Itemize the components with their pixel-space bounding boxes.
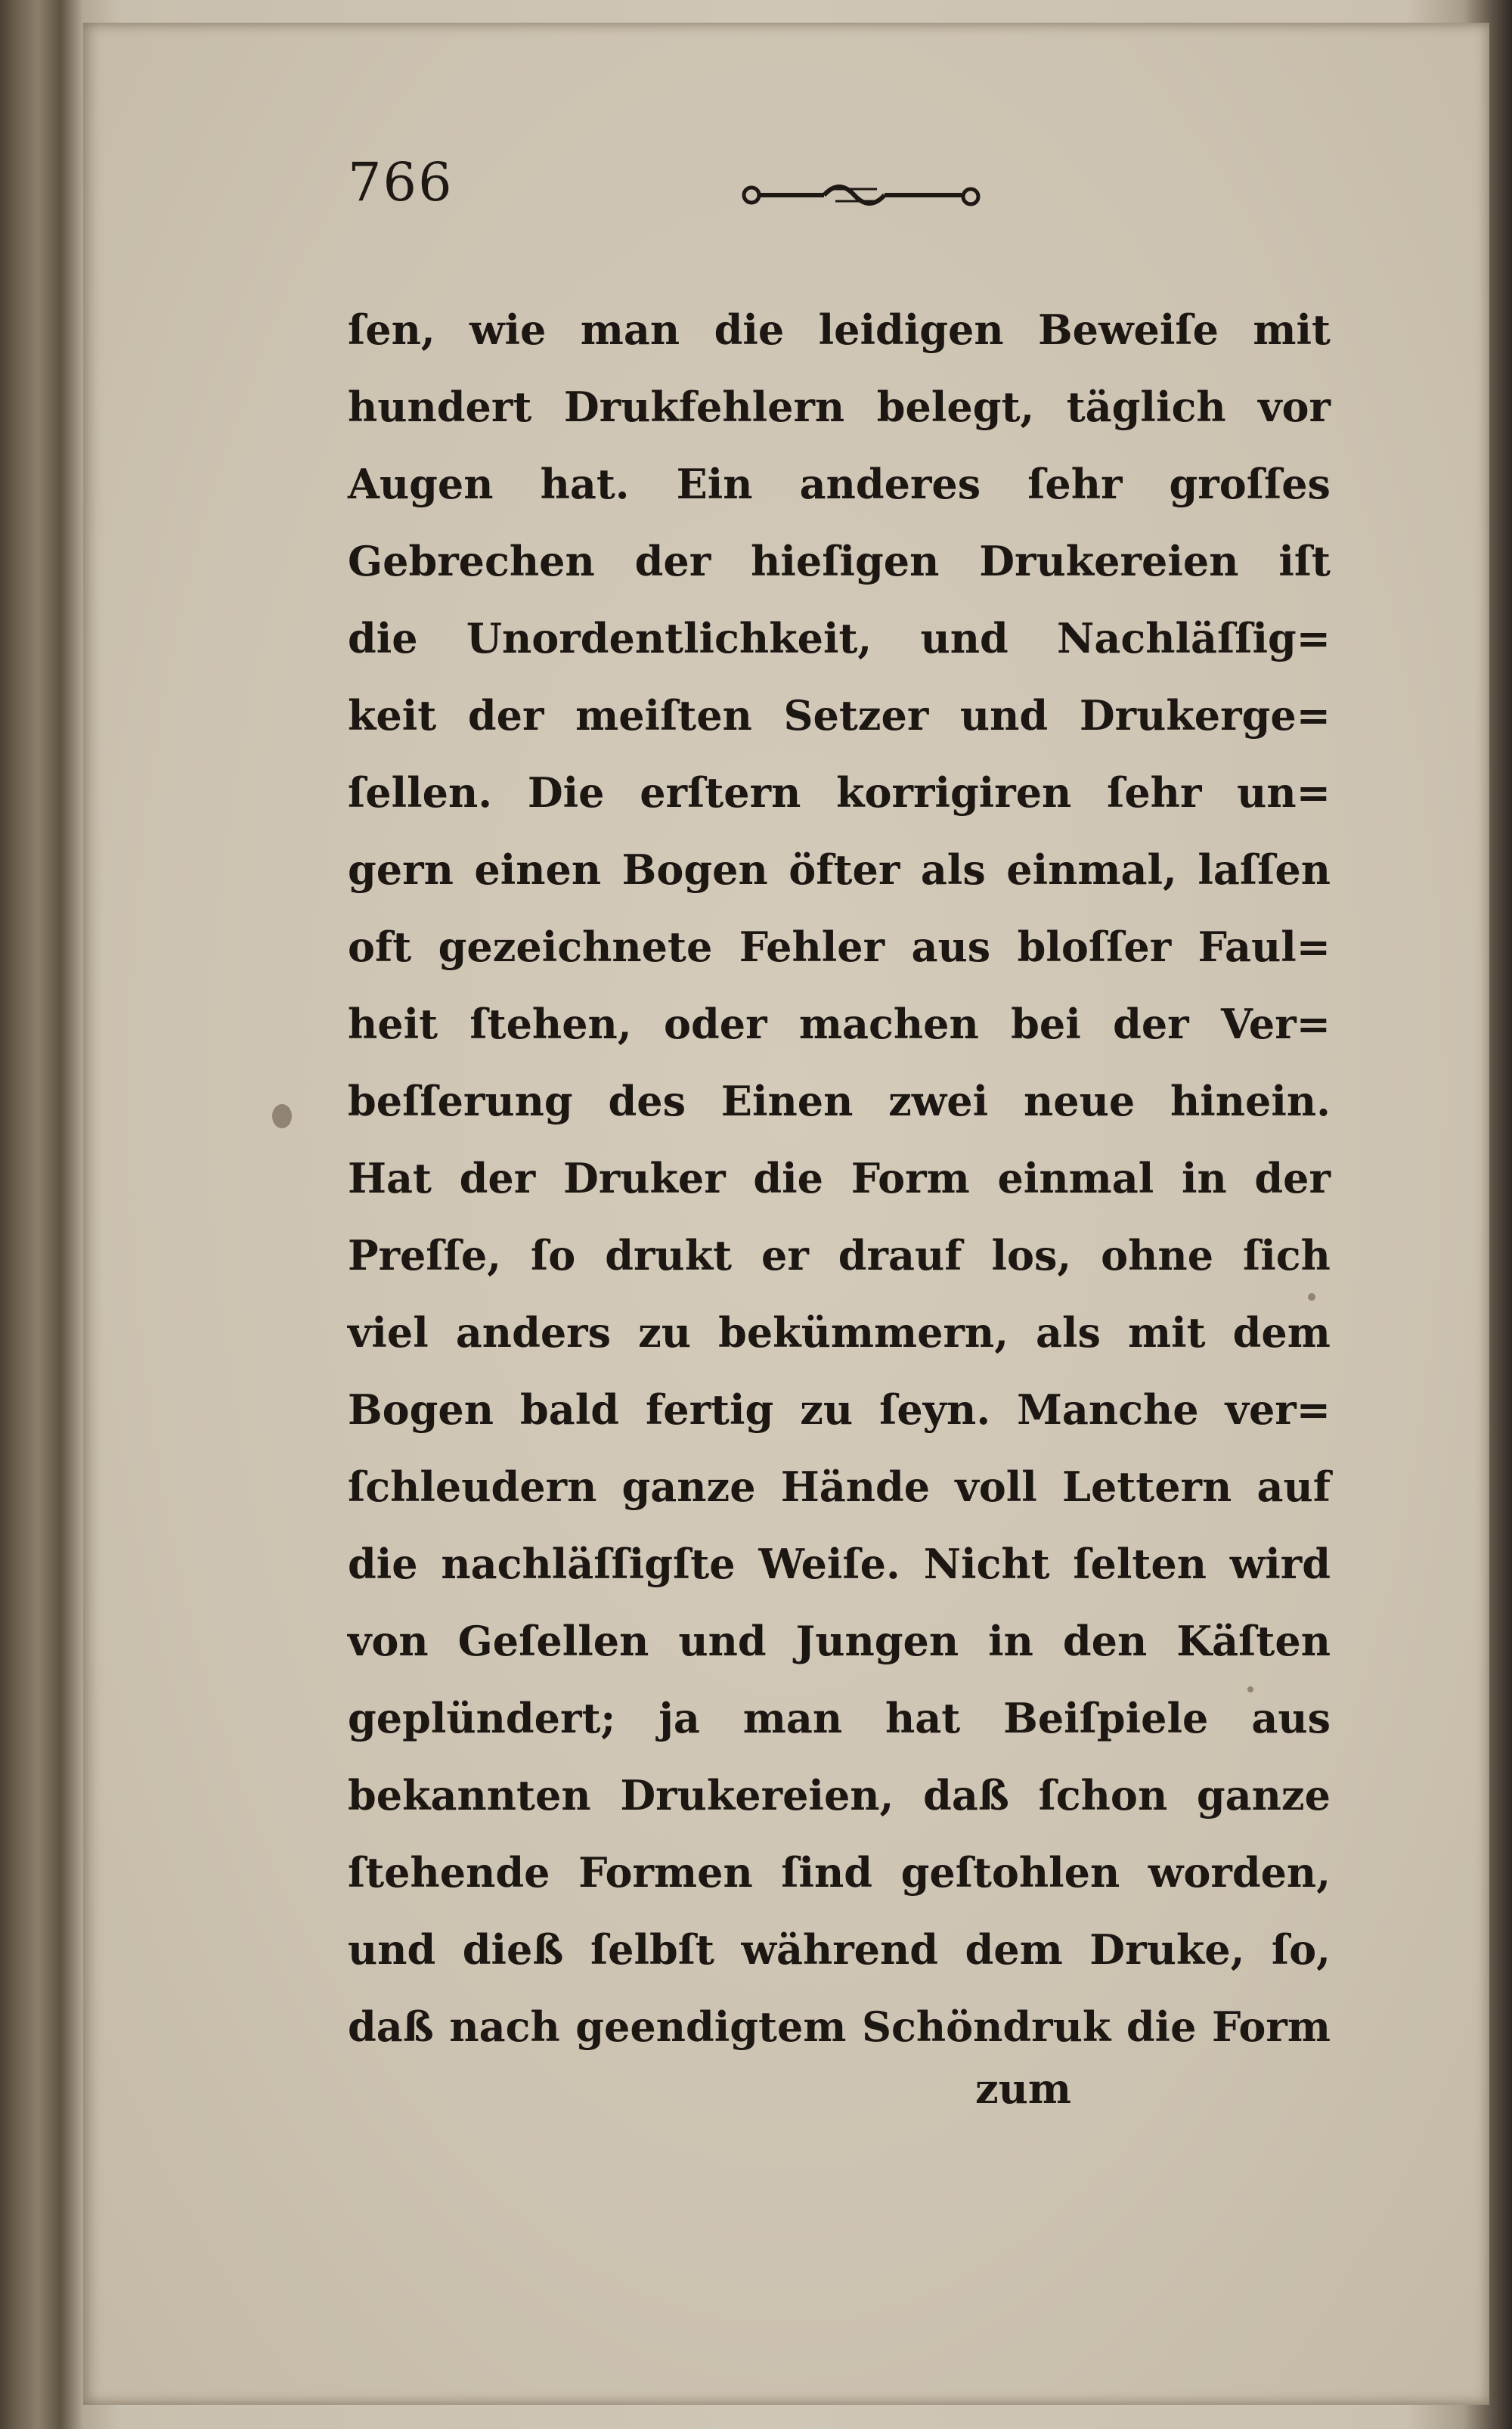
text-line: von Geſellen und Jungen in den Käſten <box>348 1617 1331 1665</box>
paper-speck <box>1308 1293 1315 1301</box>
text-line: Gebrechen der hieſigen Drukereien iſt <box>348 537 1331 585</box>
book-page <box>83 23 1489 2405</box>
paper-speck <box>272 1104 292 1128</box>
text-line: ſen, wie man die leidigen Beweiſe mit <box>348 306 1331 354</box>
text-line: oft gezeichnete Fehler aus bloſſer Faul= <box>348 923 1331 971</box>
text-line: hundert Drukfehlern belegt, täglich vor <box>348 383 1331 431</box>
text-line: Augen hat. Ein anderes ſehr groſſes <box>348 460 1331 508</box>
text-line: ſchleudern ganze Hände voll Lettern auf <box>348 1463 1331 1511</box>
text-line: die nachläſſigſte Weiſe. Nicht ſelten wird <box>348 1540 1331 1588</box>
text-line: ſellen. Die erſtern korrigiren ſehr un= <box>348 768 1331 817</box>
page-header <box>348 151 1104 234</box>
text-line: die Unordentlichkeit, und Nachläſſig= <box>348 614 1331 662</box>
text-line: ſtehende Formen ſind geſtohlen worden, <box>348 1848 1331 1897</box>
text-line: bekannten Drukereien, daß ſchon ganze <box>348 1771 1331 1819</box>
text-line: Preſſe, ſo drukt er drauf los, ohne ſich <box>348 1231 1331 1280</box>
text-line: geplündert; ja man hat Beiſpiele aus <box>348 1694 1331 1742</box>
text-line: Hat der Druker die Form einmal in der <box>348 1154 1331 1202</box>
text-line: gern einen Bogen öfter als einmal, laſſen <box>348 845 1331 894</box>
text-line: keit der meiſten Setzer und Drukerge= <box>348 691 1331 740</box>
ornament-rule-icon <box>741 166 983 219</box>
catchword: zum <box>975 2064 1072 2113</box>
text-line: daß nach geendigtem Schöndruk die Form <box>348 2002 1331 2051</box>
text-line: Bogen bald fertig zu ſeyn. Manche ver= <box>348 1385 1331 1434</box>
body-text <box>348 291 1331 2065</box>
text-line: heit ſtehen, oder machen bei der Ver= <box>348 1000 1331 1048</box>
text-line: und dieß ſelbſt während dem Druke, ſo, <box>348 1925 1331 1974</box>
text-line: beſſerung des Einen zwei neue hinein. <box>348 1077 1331 1125</box>
page-number: 766 <box>348 151 454 213</box>
text-line: viel anders zu bekümmern, als mit dem <box>348 1308 1331 1357</box>
paper-speck <box>1247 1686 1253 1692</box>
